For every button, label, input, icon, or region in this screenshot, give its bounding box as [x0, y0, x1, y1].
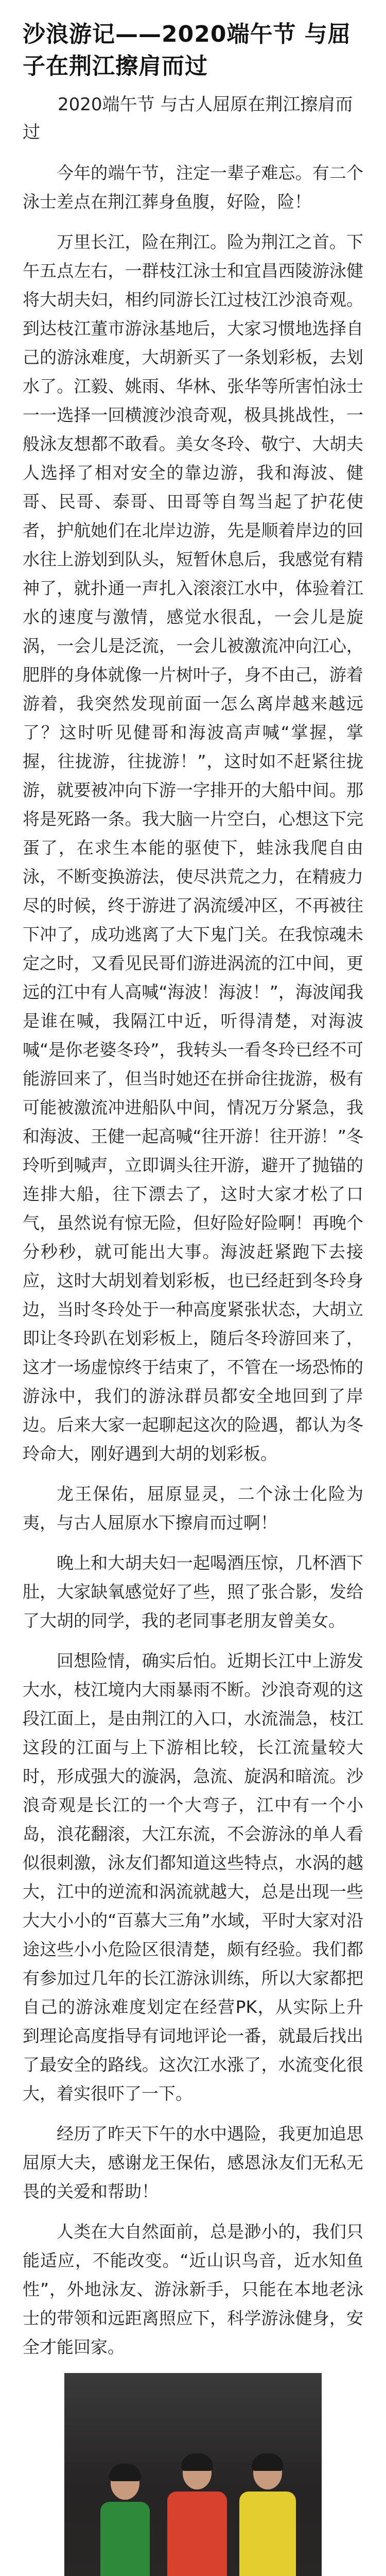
- paragraph-2: 万里长江，险在荆江。险为荆江之首。下午五点左右，一群枝江泳士和宜昌西陵游泳健将大胡夫妇，相约同游长江过枝江沙浪奇观。到达枝江董市游泳基地后，大家习惯地选择自己的游泳难度，大胡新买了一条划彩板，去划水了。江毅、姚雨、华林、张华等所害怕泳士一一选择一回横渡沙浪奇观，极具挑战性，一般泳友想都不敢看。美女冬玲、敬宁、大胡夫人选择了相对安全的靠边游，我和海波、健哥、民哥、泰哥、田哥等自驾当起了护花使者，护航她们在北岸边游，先是顺着岸边的回水往上游划到队头，短暂休息后，我感觉有精神了，就扑通一声扎入滚滚江水中，体验着江水的速度与激情，感觉水很乱，一会儿是旋涡，一会儿是泛流，一会儿被激流冲向江心，肥胖的身体就像一片树叶子，身不由己，游着游着，我突然发现前面一怎么离岸越来越远了？这时听见健哥和海波高声喊“掌握，掌握，往拢游，往拢游！”，这时如不赶紧往拢游，就要被冲向下游一字排开的大船中间。那将是死路一条。我大脑一片空白，心想这下完蛋了，在求生本能的驱使下，蛙泳我爬自由泳，不断变换游法，使尽洪荒之力，在精疲力尽的时候，终于游进了涡流缓冲区，不再被往下冲了，成功逃离了大下鬼门关。在我惊魂未定之时，又看见民哥们游进涡流的江中间，更远的江中有人高喊“海波！海波！”，海波闻我是谁在喊，我隔江中近，听得清楚，对海波喊“是你老婆冬玲”，我转头一看冬玲已经不可能游回来了，但当时她还在拼命往拢游，极有可能被激流冲进船队中间，情况万分紧急，我和海波、王健一起高喊“往开游！往开游！”冬玲听到喊声，立即调头往开游，避开了抛锚的连排大船，往下漂去了，这时大家才松了口气，虽然说有惊无险，但好险好险啊！再晚个分秒秒，就可能出大事。海波赶紧跑下去接应，这时大胡划着划彩板，也已经赶到冬玲身边，当时冬玲处于一种高度紧张状态，大胡立即让冬玲趴在划彩板上，随后冬玲游回来了，这才一场虚惊终于结束了，不管在一场恐怖的游泳中，我们的游泳群员都安全地回到了岸边。后来大家一起聊起这次的险遇，都认为冬玲命大，刚好遇到大胡的划彩板。: [23, 232, 363, 1464]
- article-body: [23, 159, 363, 2362]
- paragraph-4: 晚上和大胡夫妇一起喝酒压惊，几杯酒下肚，大家缺氧感觉好了些，照了张合影，发给了大胡的同学，我的老同事老朋友曾美女。: [23, 1553, 363, 1631]
- article-subtitle: 2020端午节 与古人屈原在荆江擦肩而过: [23, 94, 353, 143]
- person-right: [239, 2456, 296, 2576]
- article-title: 沙浪游记——2020端午节 与屈子在荆江擦肩而过: [23, 21, 351, 79]
- person-middle: [167, 2456, 227, 2576]
- person-left: [100, 2467, 150, 2576]
- paragraph-1: 今年的端午节，注定一辈子难忘。有二个泳士差点在荆江葬身鱼腹，好险，险！: [23, 163, 363, 212]
- paragraph-5: 回想险情，确实后怕。近期长江中上游发大水，枝江境内大雨暴雨不断。沙浪奇观的这段江面上，是由荆江的入口，水流湍急，枝江这段的江面与上下游相比较，长江流量较大时，形成强大的漩涡，急流、旋涡和暗流。沙浪奇观是长江的一个大弯子，江中有一个小岛，浪花翻滚，大江东流，不会游泳的单人看似很刺激，泳友们都知道这些特点，水涡的越大，江中的逆流和涡流就越大，总是出现一些大大小小的“百慕大三角”水域，平时大家对沿途这些小小危险区很清楚，颇有经验。我们都有参加过几年的长江游泳训练，所以大家都把自己的游泳难度划定在经营PK，从实际上升到理论高度指导有词地评论一番，就最后找出了最安全的路线。这次江水涨了，水流变化很大，着实很吓了一下。: [23, 1651, 363, 2104]
- group-photo[interactable]: [64, 2373, 322, 2576]
- paragraph-7: 人类在大自然面前，总是渺小的，我们只能适应，不能改变。“近山识鸟音，近水知鱼性”，外地泳友、游泳新手，只能在本地老泳士的带领和远距离照应下，科学游泳健身，安全才能回家。: [23, 2222, 363, 2357]
- paragraph-6: 经历了昨天下午的水中遇险，我更加追思屈原大夫，感谢龙王保佑，感恩泳友们无私无畏的关爱和帮助！: [23, 2124, 363, 2201]
- paragraph-3: 龙王保佑，屈原显灵，二个泳士化险为夷，与古人屈原水下擦肩而过啊！: [23, 1484, 363, 1533]
